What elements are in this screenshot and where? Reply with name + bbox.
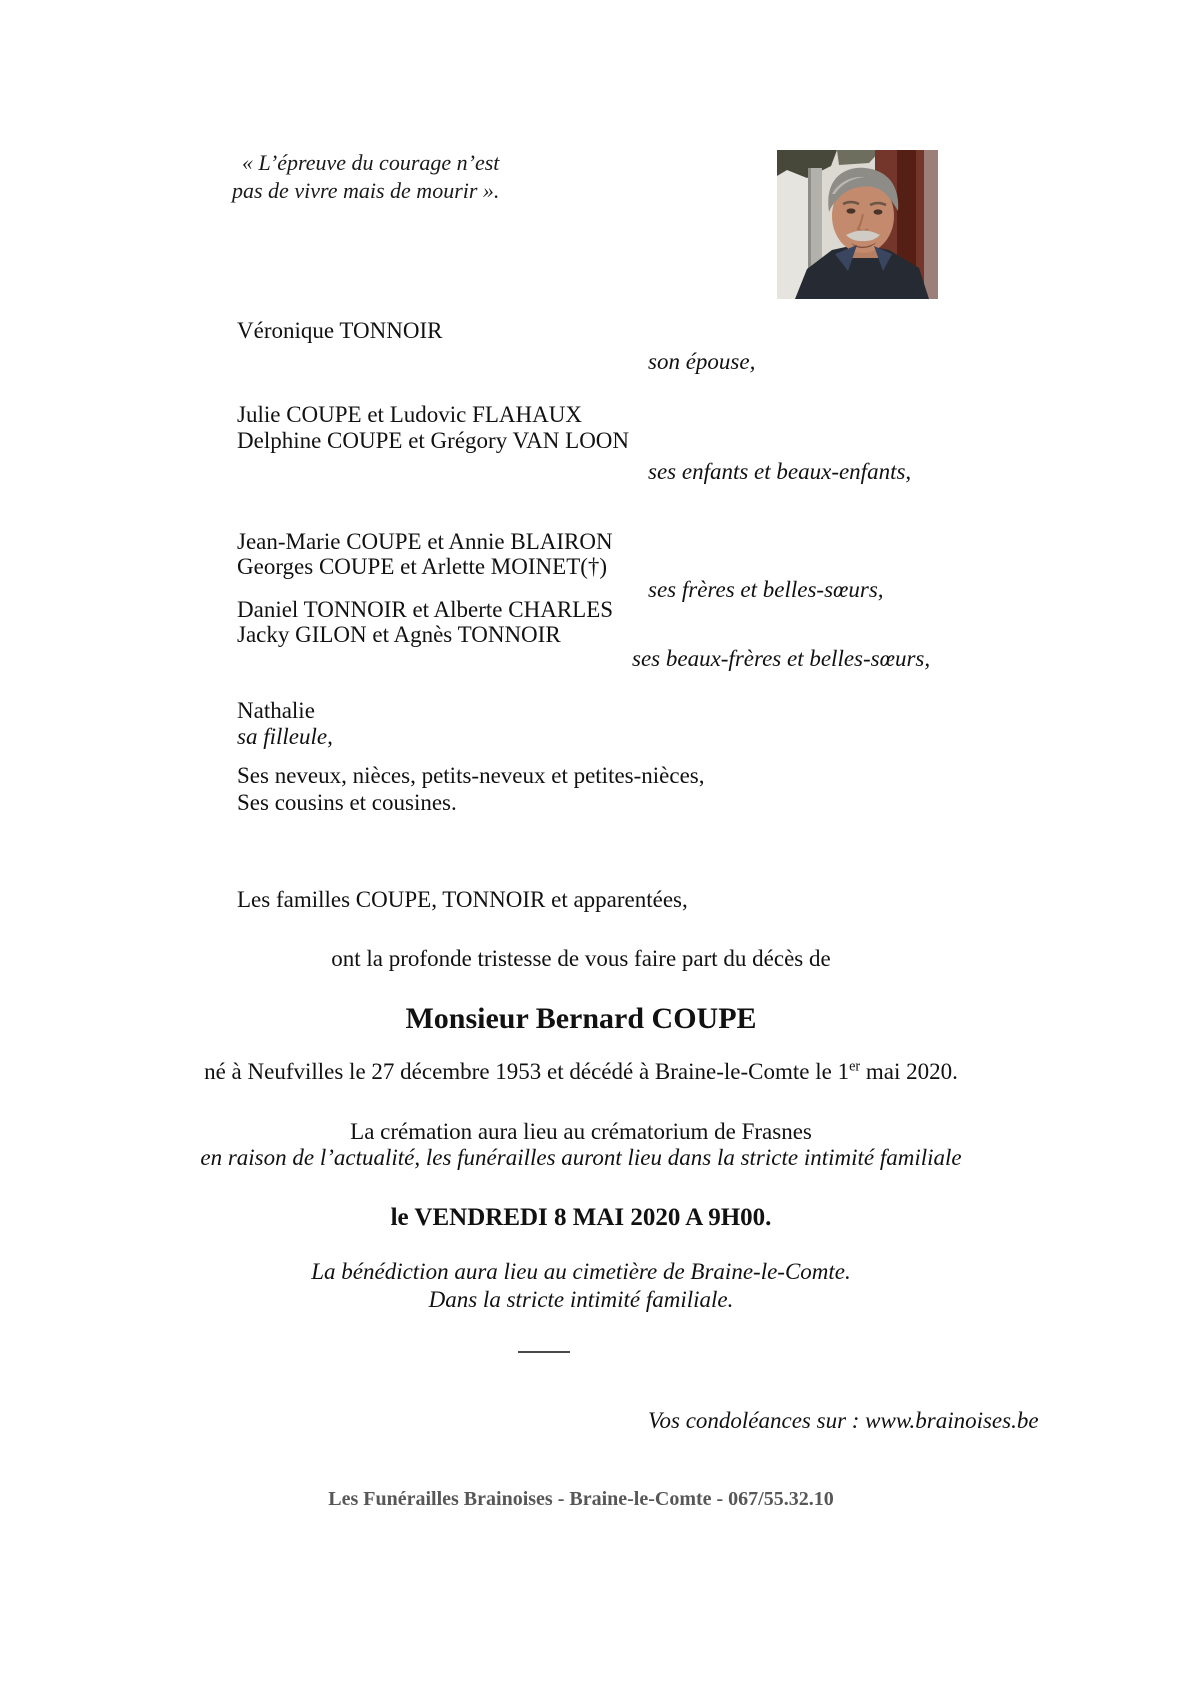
spouse-name: Véronique TONNOIR <box>237 318 443 343</box>
spouse-relation: son épouse, <box>648 349 756 374</box>
siblings-in-law-names <box>237 597 613 647</box>
siblings-names <box>237 529 613 579</box>
sibling-in-law-name-line: Daniel TONNOIR et Alberte CHARLES <box>237 597 614 622</box>
covid-note: en raison de l’actualité, les funérailles auront lieu dans la stricte intimité familiale <box>200 1145 962 1170</box>
sibling-name-line: Georges COUPE et Arlette MOINET(†) <box>237 554 608 579</box>
life-dates: né à Neufvilles le 27 décembre 1953 et décédé à Braine-le-Comte le 1er mai 2020. <box>204 1058 958 1084</box>
footer-funeral-home: Les Funérailles Brainoises - Braine-le-Comte - 067/55.32.10 <box>328 1488 834 1510</box>
announcement-intro: ont la profonde tristesse de vous faire part du décès de <box>331 946 831 971</box>
ceremony-datetime: le VENDREDI 8 MAI 2020 A 9H00. <box>390 1204 772 1231</box>
goddaughter-block <box>237 698 333 750</box>
sibling-name-line: Jean-Marie COUPE et Annie BLAIRON <box>237 529 613 554</box>
deceased-name: Monsieur Bernard COUPE <box>405 1002 757 1035</box>
child-name-line: Delphine COUPE et Grégory VAN LOON <box>237 428 630 453</box>
children-relation: ses enfants et beaux-enfants, <box>648 459 912 484</box>
other-relatives-line: Ses cousins et cousines. <box>237 790 457 815</box>
siblings-in-law-relation: ses beaux-frères et belles-sœurs, <box>632 646 931 671</box>
families-line: Les familles COUPE, TONNOIR et apparentées, <box>237 887 688 912</box>
goddaughter-relation: sa filleule, <box>237 724 333 749</box>
quote-line-1: « L’épreuve du courage n’est <box>242 150 500 175</box>
other-relatives <box>237 762 705 816</box>
ordinal-superscript: er <box>849 1058 861 1075</box>
memorial-quote <box>232 149 499 205</box>
benediction-line: La bénédiction aura lieu au cimetière de Braine-le-Comte. <box>311 1259 851 1284</box>
goddaughter-name: Nathalie <box>237 698 315 723</box>
children-names <box>237 402 629 454</box>
siblings-relation: ses frères et belles-sœurs, <box>648 577 884 602</box>
quote-line-2: pas de vivre mais de mourir ». <box>232 178 500 203</box>
condolences-note: Vos condoléances sur : www.brainoises.be <box>648 1408 1039 1433</box>
cremation-line: La crémation aura lieu au crématorium de Frasnes <box>350 1119 812 1144</box>
divider-rule <box>518 1351 570 1353</box>
other-relatives-line: Ses neveux, nièces, petits-neveux et petites-nièces, <box>237 763 705 788</box>
deceased-photo <box>777 150 938 299</box>
sibling-in-law-name-line: Jacky GILON et Agnès TONNOIR <box>237 622 561 647</box>
privacy-line: Dans la stricte intimité familiale. <box>428 1287 734 1312</box>
child-name-line: Julie COUPE et Ludovic FLAHAUX <box>237 402 582 427</box>
portrait-image <box>777 150 938 299</box>
